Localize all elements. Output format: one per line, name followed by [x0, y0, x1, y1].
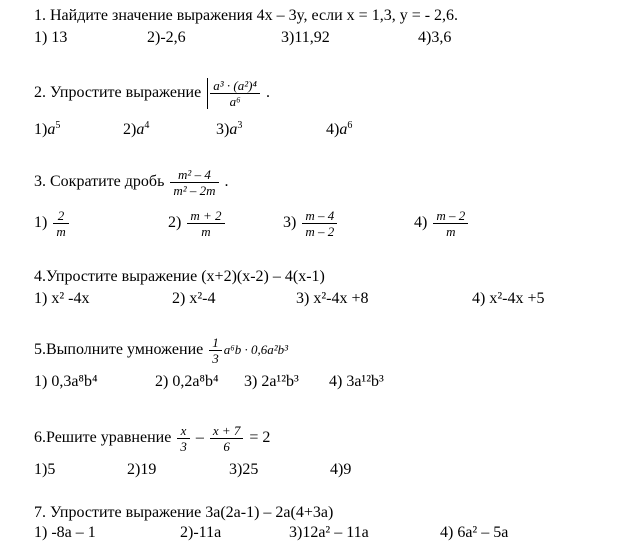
q7-option-2: 2)-11a: [180, 524, 222, 541]
q2-line: [34, 73, 270, 113]
q3-expr-numerator: m² – 4: [178, 166, 211, 182]
q2-option-3: $3)a^3$: [216, 120, 243, 138]
q4-option-4: 4) x²-4x +5: [472, 290, 545, 307]
q5-expression-rest: a⁶b · 0,6a²b³: [223, 342, 289, 357]
q7-option-4: 4) 6a² – 5a: [440, 524, 509, 541]
q6-option-1: 1)5: [34, 461, 56, 478]
q3-expression: [170, 167, 218, 198]
q2-option-1: $1)a^5$: [34, 120, 61, 138]
q1-option-3: 3)11,92: [281, 29, 330, 46]
q3-option-2: 2) $\frac{m + 2}{m}$: [168, 205, 227, 241]
q3-prefix: 3. Сократите дробь: [34, 173, 165, 190]
q3-option-4: 4) $\frac{m - 2}{m}$: [414, 205, 470, 241]
q4-option-2: 2) x²-4: [172, 290, 216, 307]
q1-option-2: 2)-2,6: [147, 29, 186, 46]
q3-option-1: 1) $\frac{2}{m}$: [34, 205, 71, 241]
q5-option-4: 4) 3a¹²b³: [329, 373, 384, 390]
q5-option-2: 2) 0,2a⁸b⁴: [155, 373, 219, 390]
q6-rhs: = 2: [249, 429, 271, 446]
q4-option-3: 3) x²-4x +8: [296, 290, 369, 307]
q1-text: 1. Найдите значение выражения 4x – 3y, если x = 1,3, y = - 2,6.: [34, 7, 459, 24]
q6-fraction-1: $\frac{x}{3}$: [177, 423, 190, 454]
q7-option-1: 1) -8a – 1: [34, 524, 96, 541]
q6-option-4: 4)9: [330, 461, 352, 478]
q2-suffix: .: [265, 84, 270, 101]
q7-option-3: 3)12a² – 11a: [289, 524, 369, 541]
q2-expr-denominator: a⁶: [210, 93, 260, 109]
q3-expr-denominator: m² – 2m: [170, 182, 218, 198]
q3-option-3: 3) $\frac{m - 4}{m - 2}$: [283, 205, 339, 241]
q2-option-4: $4)a^6$: [326, 120, 353, 138]
q6-minus: –: [195, 429, 204, 446]
q2-expr-numerator: a³ · (a²)⁴: [213, 77, 257, 93]
q5-fraction: $\frac{1}{3}$: [209, 335, 222, 366]
q2-prefix: 2. Упростите выражение: [34, 84, 202, 101]
q6-fraction-2: $\frac{x + 7}{6}$: [210, 423, 244, 454]
q4-option-1: 1) x² -4x: [34, 290, 90, 307]
q6-option-3: 3)25: [229, 461, 259, 478]
q3-suffix: .: [224, 173, 229, 190]
q5-option-1: 1) 0,3a⁸b⁴: [34, 373, 98, 390]
q5-line: [34, 330, 288, 370]
q1-option-4: 4)3,6: [418, 29, 452, 46]
q6-line: [34, 418, 270, 458]
q5-option-3: 3) 2a¹²b³: [244, 373, 299, 390]
q2-option-2: $2)a^4$: [123, 120, 150, 138]
q1-option-1: 1) 13: [34, 29, 68, 46]
q3-line: [34, 162, 229, 202]
q4-text: 4.Упростите выражение (x+2)(x-2) – 4(x-1): [34, 268, 325, 285]
q5-prefix: 5.Выполните умножение: [34, 341, 204, 358]
q2-expression: [207, 78, 260, 109]
q7-text: 7. Упростите выражение 3a(2a-1) – 2a(4+3a): [34, 504, 334, 521]
q6-option-2: 2)19: [127, 461, 157, 478]
q6-prefix: 6.Решите уравнение: [34, 429, 172, 446]
